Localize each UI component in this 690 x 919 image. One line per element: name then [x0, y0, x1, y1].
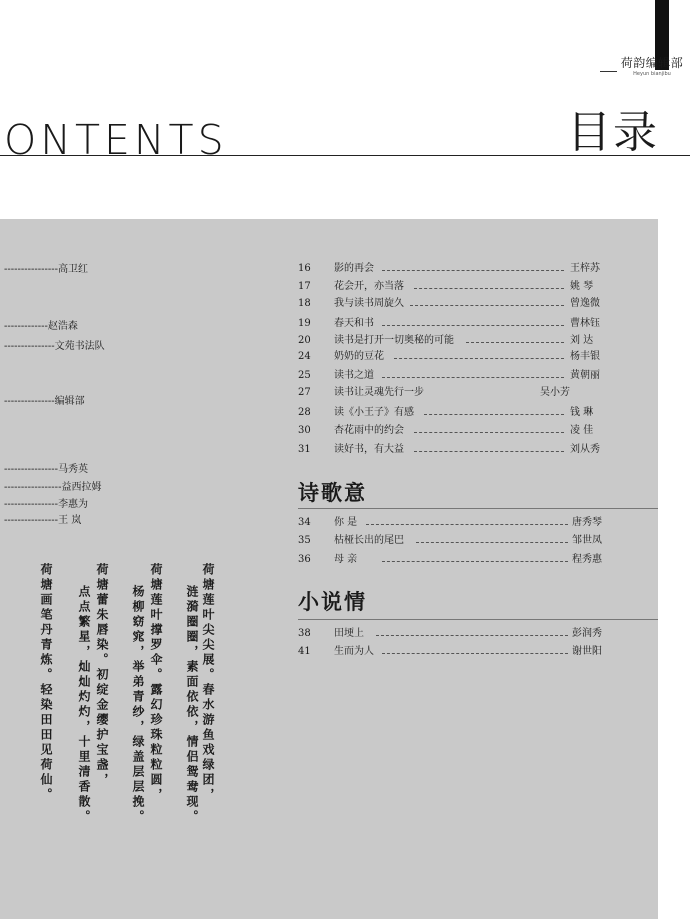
contents-title-cn: 目录	[567, 107, 659, 158]
department-name: 荷韵编辑部	[620, 56, 684, 70]
toc-leader	[382, 377, 564, 378]
toc-title: 枯桠长出的尾巴	[334, 535, 404, 546]
toc-title: 影的再会	[334, 263, 374, 274]
toc-page-number: 41	[298, 646, 311, 657]
toc-row[interactable]	[298, 645, 608, 659]
toc-page-number: 31	[298, 444, 311, 455]
toc-row[interactable]	[298, 317, 608, 331]
toc-row[interactable]	[298, 334, 608, 348]
toc-page-number: 19	[298, 318, 311, 329]
toc-row[interactable]	[298, 297, 608, 311]
toc-leader	[414, 451, 564, 452]
toc-title: 读书让灵魂先行一步	[334, 387, 424, 398]
section-rule	[298, 619, 658, 620]
toc-title: 我与读书周旋久	[334, 298, 404, 309]
toc-page-number: 16	[298, 263, 311, 274]
toc-row[interactable]	[298, 386, 608, 400]
toc-title: 母 亲	[334, 554, 358, 565]
toc-page-number: 27	[298, 387, 311, 398]
toc-author: 黄朝丽	[570, 370, 600, 381]
contents-title-en: ONTENTS	[4, 116, 228, 164]
toc-title: 奶奶的豆花	[334, 351, 384, 362]
toc-row[interactable]	[298, 369, 608, 383]
toc-leader	[416, 542, 568, 543]
toc-title: 读书之道	[334, 370, 374, 381]
header-rule-short	[600, 71, 617, 72]
toc-title: 杏花雨中的约会	[334, 425, 404, 436]
toc-author: 王梓苏	[570, 263, 600, 274]
poem-column: 杨柳窈窕，举弟青纱，绿盖层层挽。	[131, 585, 145, 825]
toc-author: 钱 琳	[570, 407, 594, 418]
toc-page-number: 17	[298, 281, 311, 292]
poem-column: 点点繁星，灿灿灼灼，十里清香散。	[77, 585, 91, 825]
toc-leader	[382, 653, 568, 654]
toc-title: 花会开，亦当落	[334, 281, 404, 292]
department-pinyin: Heyun bianjibu	[633, 71, 671, 77]
toc-author: 杨丰银	[570, 351, 600, 362]
toc-author: 姚 琴	[570, 281, 594, 292]
toc-page-number: 18	[298, 298, 311, 309]
section-title-fiction: 小说情	[298, 590, 367, 614]
toc-page-number: 20	[298, 335, 311, 346]
toc-author: 曹林钰	[570, 318, 600, 329]
department-label	[617, 56, 687, 78]
toc-leader	[394, 358, 564, 359]
toc-page-number: 35	[298, 535, 311, 546]
toc-row[interactable]	[298, 516, 608, 530]
toc-leader	[424, 414, 564, 415]
section-title-poetry: 诗歌意	[298, 481, 367, 505]
toc-title: 读好书，有大益	[334, 444, 404, 455]
poem-column: 荷塘画笔丹青炼。轻染田田见荷仙。	[39, 563, 53, 803]
toc-page-number: 36	[298, 554, 311, 565]
toc-author: 刘从秀	[570, 444, 600, 455]
poem-column: 涟漪圈圈，素面依依，情侣鸳鸯现。	[185, 585, 199, 825]
toc-title: 田埂上	[334, 628, 364, 639]
toc-leader	[366, 524, 568, 525]
toc-author: 程秀惠	[572, 554, 602, 565]
header-rule	[0, 155, 690, 156]
toc-author: 曾逸微	[570, 298, 600, 309]
toc-page-number: 28	[298, 407, 311, 418]
toc-row[interactable]	[298, 443, 608, 457]
left-entry: ---------------编辑部	[4, 396, 85, 407]
toc-author: 谢世阳	[572, 646, 602, 657]
left-entry: ----------------王 岚	[4, 515, 82, 526]
toc-row[interactable]	[298, 627, 608, 641]
section-rule	[298, 508, 658, 509]
toc-page-number: 24	[298, 351, 311, 362]
toc-page-number: 38	[298, 628, 311, 639]
left-entry: -------------赵浩森	[4, 321, 78, 332]
toc-page-number: 25	[298, 370, 311, 381]
poem-column: 荷塘莲叶撑罗伞。露幻珍珠粒粒圆，	[149, 563, 163, 803]
toc-page-number: 34	[298, 517, 311, 528]
toc-row[interactable]	[298, 553, 608, 567]
left-entry: ----------------李惠为	[4, 499, 89, 510]
toc-row[interactable]	[298, 262, 608, 276]
toc-row[interactable]	[298, 424, 608, 438]
poem-column: 荷塘莲叶尖尖展。春水游鱼戏绿团，	[201, 563, 215, 803]
left-entry: ----------------高卫红	[4, 264, 89, 275]
toc-leader	[382, 561, 568, 562]
toc-leader	[410, 305, 564, 306]
toc-title: 读《小王子》有感	[334, 407, 414, 418]
toc-leader	[414, 432, 564, 433]
toc-row[interactable]	[298, 406, 608, 420]
toc-leader	[382, 325, 564, 326]
toc-author: 吴小芳	[540, 387, 570, 398]
toc-title: 你 是	[334, 517, 358, 528]
poem-column: 荷塘蕾朱唇染。初绽金缨护宝盏，	[95, 563, 109, 788]
left-entry: -----------------益西拉姆	[4, 482, 102, 493]
toc-leader	[466, 342, 564, 343]
toc-title: 生而为人	[334, 646, 374, 657]
toc-author: 唐秀琴	[572, 517, 602, 528]
toc-author: 凌 佳	[570, 425, 594, 436]
toc-leader	[382, 270, 564, 271]
left-entry: ----------------马秀英	[4, 464, 89, 475]
toc-row[interactable]	[298, 280, 608, 294]
toc-author: 彭润秀	[572, 628, 602, 639]
toc-title: 读书是打开一切奥秘的可能	[334, 335, 454, 346]
toc-leader	[414, 288, 564, 289]
toc-leader	[376, 635, 568, 636]
toc-author: 刘 达	[570, 335, 594, 346]
left-entry: ---------------文苑书法队	[4, 341, 105, 352]
toc-author: 邹世凤	[572, 535, 602, 546]
toc-row[interactable]	[298, 350, 608, 364]
toc-page-number: 30	[298, 425, 311, 436]
toc-row[interactable]	[298, 534, 608, 548]
toc-title: 春天和书	[334, 318, 374, 329]
